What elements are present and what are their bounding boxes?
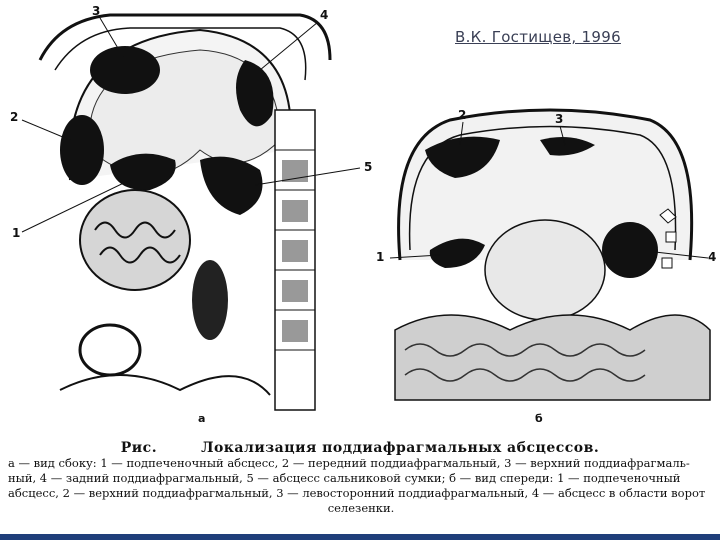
caption-title-text: Локализация поддиафрагмальных абсцессов. xyxy=(201,440,600,456)
label-a-3: 3 xyxy=(92,4,101,18)
figure-caption-title xyxy=(0,440,720,456)
label-a-2: 2 xyxy=(10,110,19,124)
label-a-5: 5 xyxy=(364,160,373,174)
figure-a-lateral-view xyxy=(0,0,380,425)
caption-prefix: Рис. xyxy=(120,440,158,456)
label-a-4: 4 xyxy=(320,8,329,22)
bottom-accent-bar xyxy=(0,534,720,540)
figure-b-drawing xyxy=(370,0,720,420)
caption-line: а — вид сбоку: 1 — подпеченочный абсцесс, 2 — передний поддиафрагмальный, 3 — верхний поддиафрагмаль- xyxy=(8,456,690,470)
caption-line: селезенки. xyxy=(327,501,395,515)
label-b-2: 2 xyxy=(458,108,467,122)
panel-label-a: а xyxy=(198,412,206,425)
label-b-1: 1 xyxy=(376,250,385,264)
panel-label-b: б xyxy=(535,412,543,425)
label-a-1: 1 xyxy=(12,226,21,240)
author-credit: В.К. Гостищев, 1996 xyxy=(455,28,621,46)
label-b-4: 4 xyxy=(708,250,717,264)
caption-line: абсцесс, 2 — верхний поддиафрагмальный, 3 — левосторонний поддиафрагмальный, 4 — абсцесс в области ворот xyxy=(8,486,706,500)
caption-line: ный, 4 — задний поддиафрагмальный, 5 — абсцесс сальниковой сумки; б — вид спереди: 1 — подпеченочный xyxy=(8,471,681,485)
figure-b-front-view xyxy=(370,0,720,425)
figure-caption-body xyxy=(8,456,714,516)
label-b-3: 3 xyxy=(555,112,564,126)
figure-a-drawing xyxy=(0,0,380,420)
